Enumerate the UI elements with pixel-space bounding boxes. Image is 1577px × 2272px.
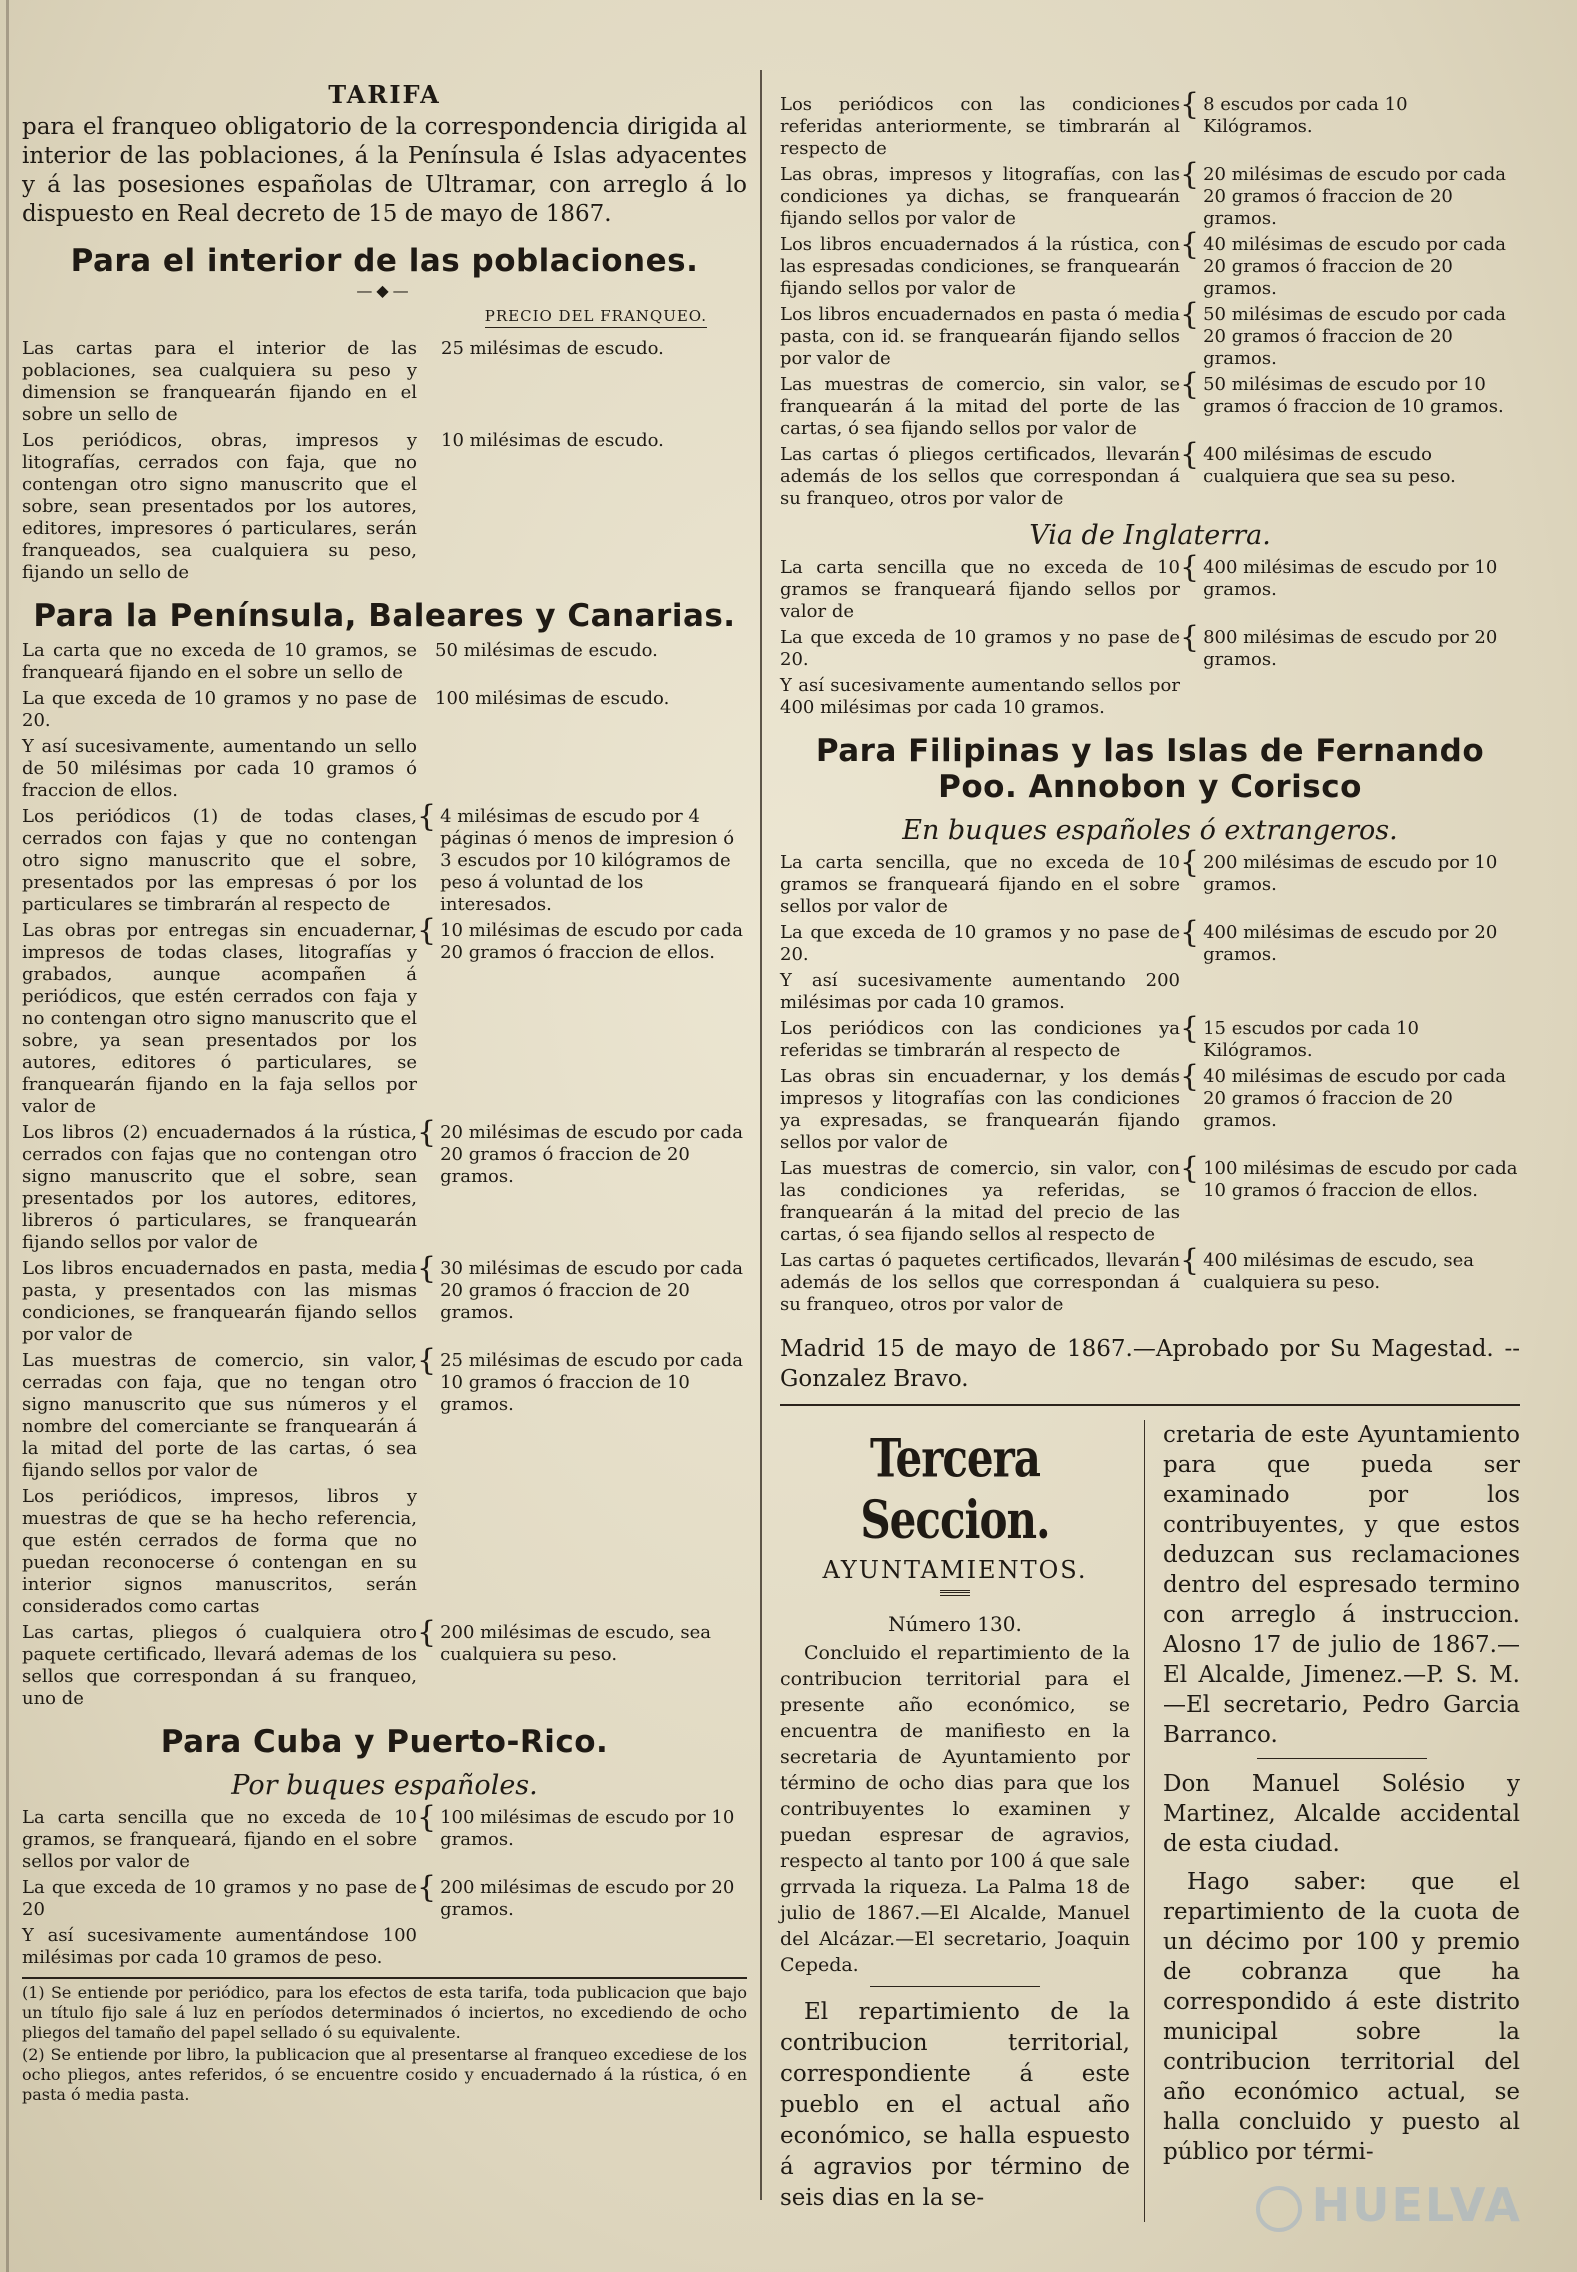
tariff-price: 800 milésimas de escudo por 20 gramos. xyxy=(1203,627,1498,670)
tariff-price: 400 milésimas de escudo, sea cualquiera su peso. xyxy=(1203,1250,1475,1293)
tariff-row xyxy=(780,675,1520,719)
tariff-price: 200 milésimas de escudo por 10 gramos. xyxy=(1203,852,1498,895)
footnote: (2) Se entiende por libro, la publicacion que al presentarse al franqueo excediese de los ocho pliegos, antes referidos, ó se encuentre cosido y encuadernado á la rústica, ó en pasta ó media pasta. xyxy=(22,2045,747,2104)
tarifa-title: TARIFA xyxy=(328,80,441,109)
ayuntamientos-heading: AYUNTAMIENTOS. xyxy=(822,1556,1088,1584)
brace: { xyxy=(417,1615,437,1650)
notice-rule xyxy=(1257,1758,1427,1759)
tariff-row xyxy=(22,688,747,732)
tariff-desc: Los libros encuadernados á la rústica, con las espresadas condiciones, se franquearán fijando sellos por valor de xyxy=(780,234,1180,299)
tariff-row xyxy=(22,1343,747,1482)
tariff-row xyxy=(22,430,747,584)
brace: { xyxy=(417,799,437,834)
footnotes xyxy=(22,1983,747,2105)
tariff-desc: La carta sencilla que no exceda de 10 gramos se franqueará fijando sellos por valor de xyxy=(780,557,1180,622)
archive-watermark xyxy=(1256,2178,1522,2232)
brace: { xyxy=(417,1251,437,1286)
tariff-row xyxy=(780,157,1520,230)
tariff-price: 400 milésimas de escudo por 20 gramos. xyxy=(1203,922,1498,965)
tariff-desc: Las obras por entregas sin encuadernar, impresos de todas clases, litografías y grabados, aunque acompañen á periódicos, que estén cerrados con faja y no contengan otro signo manuscrito que el sobre, ya sean presentados por los autores, editores ó particulares, se franquearán fijando en la faja sellos por valor de xyxy=(22,920,417,1117)
footnote: (1) Se entiende por periódico, para los efectos de esta tarifa, toda publicacion que bajo un título fijo sale á luz en períodos determinados ó inciertos, no excediendo de ocho pliegos del tamaño del papel sellado ó su equivalente. xyxy=(22,1983,747,2042)
tariff-desc: La que exceda de 10 gramos y no pase de 20. xyxy=(780,922,1180,965)
tariff-row xyxy=(780,550,1520,623)
tariff-row xyxy=(22,1800,747,1873)
tariff-desc: La que exceda de 10 gramos y no pase de 20. xyxy=(780,627,1180,670)
section-cuba-subheading: Por buques españoles. xyxy=(231,1770,538,1801)
tariff-price: 100 milésimas de escudo por cada 10 gramos ó fraccion de ellos. xyxy=(1203,1158,1518,1201)
tariff-price: 10 milésimas de escudo por cada 20 gramos ó fraccion de ellos. xyxy=(440,920,743,963)
tariff-desc: Las muestras de comercio, sin valor, se franquearán á la mitad del porte de las cartas, ó sea fijando sellos por valor de xyxy=(780,374,1180,439)
section-interior-heading: Para el interior de las poblaciones. xyxy=(70,243,699,279)
notice-paragraph: El repartimiento de la contribucion territorial, correspondiente á este pueblo en el actual año económico, se halla espuesto á agravios por término de seis dias en la se- xyxy=(780,1999,1130,2211)
tariff-desc: Las cartas, pliegos ó cualquiera otro paquete certificado, llevará ademas de los sellos que correspondan á su franqueo, uno de xyxy=(22,1622,417,1709)
tercera-left xyxy=(780,1420,1145,2222)
brace: { xyxy=(1180,550,1200,585)
numero-label: Número 130. xyxy=(888,1612,1022,1636)
tariff-price: 400 milésimas de escudo cualquiera que sea su peso. xyxy=(1203,444,1456,487)
notice-paragraph: Don Manuel Solésio y Martinez, Alcalde accidental de esta ciudad. xyxy=(1163,1771,1520,1857)
tariff-desc: Los libros (2) encuadernados á la rústica, cerrados con fajas que no contengan otro signo manuscrito que el sobre, sean presentados por los autores, editores, libreros ó particulares, se franquearán fijando sellos por valor de xyxy=(22,1122,417,1253)
tariff-desc: Los libros encuadernados en pasta, media pasta, y presentados con las mismas condiciones, se franquearán fijando sellos por valor de xyxy=(22,1258,417,1345)
brace: { xyxy=(1180,297,1200,332)
tariff-row xyxy=(22,1615,747,1710)
tariff-desc: La carta sencilla, que no exceda de 10 gramos se franqueará fijando en el sobre sellos por valor de xyxy=(780,852,1180,917)
tariff-desc: Y así sucesivamente, aumentando un sello de 50 milésimas por cada 10 gramos ó fraccion de ellos. xyxy=(22,736,417,801)
tercera-heading: Tercera Seccion. xyxy=(860,1427,1050,1551)
tarifa-intro: para el franqueo obligatorio de la correspondencia dirigida al interior de las poblaciones, á la Península é Islas adyacentes y á las posesiones españolas de Ultramar, con arreglo á lo dispuesto en Real decreto de 15 de mayo de 1867. xyxy=(22,114,747,227)
tariff-price: 50 milésimas de escudo. xyxy=(435,640,658,661)
tariff-row xyxy=(22,338,747,426)
tariff-desc: Las obras, impresos y litografías, con las condiciones ya dichas, se franquearán fijando sellos por valor de xyxy=(780,164,1180,229)
tariff-price: 8 escudos por cada 10 Kilógramos. xyxy=(1203,94,1408,137)
tariff-row xyxy=(22,913,747,1118)
tariff-row xyxy=(22,1925,747,1969)
brace: { xyxy=(417,1343,437,1378)
tariff-price: 10 milésimas de escudo. xyxy=(441,430,664,451)
brace: { xyxy=(1180,157,1200,192)
tariff-price: 15 escudos por cada 10 Kilógramos. xyxy=(1203,1018,1419,1061)
tariff-price: 25 milésimas de escudo por cada 10 gramos ó fraccion de 10 gramos. xyxy=(440,1350,743,1415)
tariff-row xyxy=(780,620,1520,671)
short-rule xyxy=(940,1590,970,1596)
brace: { xyxy=(417,913,437,948)
tariff-price: 30 milésimas de escudo por cada 20 gramos ó fraccion de 20 gramos. xyxy=(440,1258,743,1323)
brace: { xyxy=(1180,367,1200,402)
tariff-desc: Y así sucesivamente aumentando sellos por 400 milésimas por cada 10 gramos. xyxy=(780,675,1180,718)
brace: { xyxy=(1180,1151,1200,1186)
tariff-price: 50 milésimas de escudo por cada 20 gramos ó fraccion de 20 gramos. xyxy=(1203,304,1506,369)
tariff-desc: Las muestras de comercio, sin valor, con las condiciones ya referidas, se franquearán á la mitad del precio de las cartas, ó sea fijando sellos al respecto de xyxy=(780,1158,1180,1245)
brace: { xyxy=(1180,1059,1200,1094)
brace: { xyxy=(1180,437,1200,472)
tariff-price: 40 milésimas de escudo por cada 20 gramos ó fraccion de 20 gramos. xyxy=(1203,234,1506,299)
tariff-desc: Las cartas para el interior de las poblaciones, sea cualquiera su peso y dimension se franquearán fijando en el sobre un sello de xyxy=(22,338,417,425)
section-cuba-heading: Para Cuba y Puerto-Rico. xyxy=(160,1724,609,1760)
tariff-row xyxy=(780,227,1520,300)
brace: { xyxy=(417,1115,437,1150)
notice-paragraph: cretaria de este Ayuntamiento para que pueda ser examinado por los contribuyentes, y que estos deduzcan sus reclamaciones dentro del espresado termino con arreglo á instruccion. Alosno 17 de julio de 1867.—El Alcalde, Jimenez.—P. S. M.—El secretario, Pedro Garcia Barranco. xyxy=(1163,1422,1520,1748)
tariff-desc: Los periódicos con las condiciones referidas anteriormente, se timbrarán al respecto de xyxy=(780,94,1180,159)
section-filipinas-heading: Para Filipinas y las Islas de Fernando Poo. Annobon y Corisco xyxy=(815,733,1485,805)
right-column xyxy=(780,87,1520,2222)
notice-paragraph: Hago saber: que el repartimiento de la cuota de un décimo por 100 y premio de cobranza que ha correspondido á este distrito municipal sobre la contribucion territorial del año económico actual, se halla concluido y puesto al público por térmi- xyxy=(1163,1869,1520,2165)
brace: { xyxy=(1180,227,1200,262)
tariff-desc: Las obras sin encuadernar, y los demás impresos y litografías con las condiciones ya expresadas, se franquearán fijando sellos por valor de xyxy=(780,1066,1180,1153)
page-edge xyxy=(6,0,9,2272)
approval-line: Madrid 15 de mayo de 1867.—Aprobado por Su Magestad. --Gonzalez Bravo. xyxy=(780,1336,1520,1392)
brace: { xyxy=(417,1870,437,1905)
brace: { xyxy=(1180,845,1200,880)
tariff-row xyxy=(22,640,747,684)
tariff-price: 200 milésimas de escudo, sea cualquiera su peso. xyxy=(440,1622,712,1665)
brace: { xyxy=(1180,1243,1200,1278)
tariff-desc: La carta que no exceda de 10 gramos, se franqueará fijando en el sobre un sello de xyxy=(22,640,417,683)
footnote-rule xyxy=(22,1977,747,1979)
tariff-row xyxy=(780,1059,1520,1154)
tariff-row xyxy=(780,367,1520,440)
tariff-desc: La que exceda de 10 gramos y no pase de 20 xyxy=(22,1877,417,1920)
tariff-row xyxy=(780,845,1520,918)
tariff-desc: Los periódicos, impresos, libros y muestras de que se ha hecho referencia, que estén cerrados de forma que no puedan reconocerse ó contengan en su interior signos manuscritos, serán considerados como cartas xyxy=(22,1486,417,1617)
archive-logo-icon xyxy=(1256,2186,1302,2232)
tariff-row xyxy=(780,437,1520,510)
notice-rule xyxy=(870,1986,1040,1987)
tariff-desc: Los periódicos (1) de todas clases, cerrados con fajas y que no contengan otro signo manuscrito que el sobre, presentados por las empresas ó por los particulares se timbrarán al respecto de xyxy=(22,806,417,915)
tariff-row xyxy=(780,1011,1520,1062)
tariff-desc: La carta sencilla que no exceda de 10 gramos, se franqueará, fijando en el sobre sellos por valor de xyxy=(22,1807,417,1872)
column-divider xyxy=(760,70,762,2200)
tariff-row xyxy=(780,970,1520,1014)
left-column xyxy=(22,80,747,2107)
tariff-row xyxy=(22,1251,747,1346)
tariff-desc: Las muestras de comercio, sin valor, cerradas con faja, que no tengan otro signo manuscrito que sus números y el nombre del comerciante se franquearán á la mitad del porte de las cartas, ó sea fijando sellos por valor de xyxy=(22,1350,417,1481)
tariff-price: 100 milésimas de escudo por 10 gramos. xyxy=(440,1807,735,1850)
tariff-row xyxy=(780,1151,1520,1246)
notice-paragraph: Concluido el repartimiento de la contribucion territorial para el presente año económico, se encuentra de manifiesto en la secretaria de Ayuntamiento por término de ocho dias para que los contribuyentes lo examinen y puedan espresar de agravios, respecto al tanto por 100 á que sale grrvada la riqueza. La Palma 18 de julio de 1867.—El Alcalde, Manuel del Alcázar.—El secretario, Joaquin Cepeda. xyxy=(780,1642,1130,1976)
tercera-seccion xyxy=(780,1420,1520,2222)
tariff-desc: Las cartas ó pliegos certificados, llevarán además de los sellos que correspondan á su franqueo, otros por valor de xyxy=(780,444,1180,509)
price-header: PRECIO DEL FRANQUEO. xyxy=(485,307,707,328)
tariff-price: 20 milésimas de escudo por cada 20 gramos ó fraccion de 20 gramos. xyxy=(440,1122,743,1187)
tariff-desc: La que exceda de 10 gramos y no pase de 20. xyxy=(22,688,417,731)
tariff-row xyxy=(22,1115,747,1254)
watermark-text: HUELVA xyxy=(1311,2178,1522,2232)
tariff-price: 4 milésimas de escudo por 4 páginas ó menos de impresion ó 3 escudos por 10 kilógramos de peso á voluntad de los interesados. xyxy=(440,806,735,915)
tariff-desc: Y así sucesivamente aumentando 200 milésimas por cada 10 gramos. xyxy=(780,970,1180,1013)
brace: { xyxy=(1180,87,1200,122)
tariff-price: 400 milésimas de escudo por 10 gramos. xyxy=(1203,557,1498,600)
tariff-row xyxy=(22,1870,747,1921)
tariff-desc: Los periódicos, obras, impresos y litografías, cerrados con faja, que no contengan otro signo manuscrito que el sobre, sean presentados por los autores, editores, impresores ó particulares, serán franqueados, sea cualquiera su peso, fijando un sello de xyxy=(22,430,417,583)
price-header-wrap xyxy=(22,306,747,334)
tariff-row xyxy=(780,915,1520,966)
tariff-row xyxy=(780,297,1520,370)
tariff-row xyxy=(780,87,1520,160)
tariff-row xyxy=(780,1243,1520,1316)
tariff-price: 100 milésimas de escudo. xyxy=(435,688,670,709)
section-inglaterra-heading: Via de Inglaterra. xyxy=(1029,520,1271,551)
tariff-row xyxy=(22,736,747,802)
tariff-desc: Las cartas ó paquetes certificados, llevarán además de los sellos que correspondan á su franqueo, otros por valor de xyxy=(780,1250,1180,1315)
tariff-price: 20 milésimas de escudo por cada 20 gramos ó fraccion de 20 gramos. xyxy=(1203,164,1506,229)
brace: { xyxy=(1180,915,1200,950)
tariff-row xyxy=(22,1486,747,1618)
section-rule xyxy=(780,1404,1520,1406)
ornament-divider: —◆— xyxy=(356,281,413,300)
tariff-price: 40 milésimas de escudo por cada 20 gramos ó fraccion de 20 gramos. xyxy=(1203,1066,1506,1131)
brace: { xyxy=(417,1800,437,1835)
brace: { xyxy=(1180,620,1200,655)
tariff-row xyxy=(22,799,747,916)
tariff-price: 200 milésimas de escudo por 20 gramos. xyxy=(440,1877,735,1920)
tariff-price: 25 milésimas de escudo. xyxy=(441,338,664,359)
tariff-desc: Y así sucesivamente aumentándose 100 milésimas por cada 10 gramos de peso. xyxy=(22,1925,417,1968)
brace: { xyxy=(1180,1011,1200,1046)
tariff-desc: Los periódicos con las condiciones ya referidas se timbrarán al respecto de xyxy=(780,1018,1180,1061)
tariff-desc: Los libros encuadernados en pasta ó media pasta, con id. se franquearán fijando sellos por valor de xyxy=(780,304,1180,369)
section-filipinas-subheading: En buques españoles ó extrangeros. xyxy=(902,815,1398,846)
section-peninsula-heading: Para la Península, Baleares y Canarias. xyxy=(33,598,736,634)
tariff-price: 50 milésimas de escudo por 10 gramos ó fraccion de 10 gramos. xyxy=(1203,374,1504,417)
tercera-right xyxy=(1145,1420,1520,2222)
